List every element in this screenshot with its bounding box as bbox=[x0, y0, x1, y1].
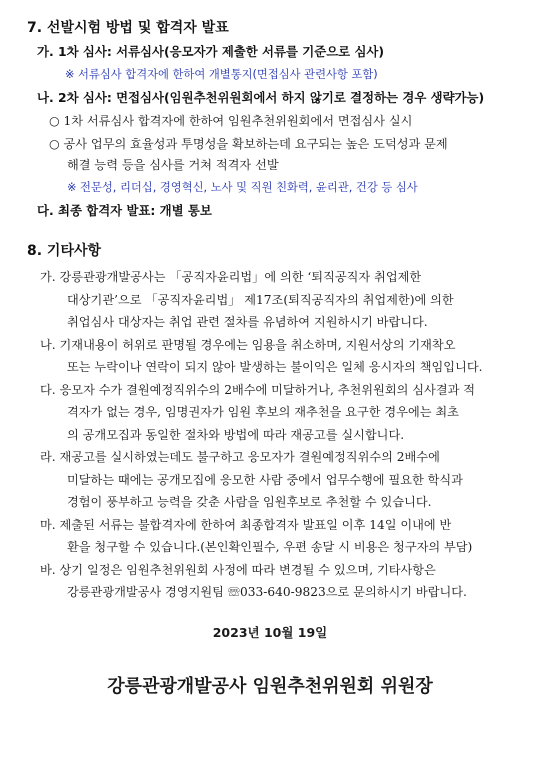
section-8-item-c-line-3: 의 공개모집과 동일한 절차와 방법에 따라 재공고를 실시합니다. bbox=[67, 428, 405, 442]
section-8-title: 8. 기타사항 bbox=[27, 243, 102, 259]
section-8-item-e-line-1: 마. 제출된 서류는 불합격자에 한하여 최종합격자 발표일 이후 14일 이내에 반 bbox=[40, 518, 452, 532]
section-8-item-f-line-1: 바. 상기 일정은 임원추천위원회 사정에 따라 변경될 수 있으며, 기타사항은 bbox=[40, 563, 436, 577]
section-8-item-a-line-3: 취업심사 대상자는 취업 관련 절차를 유념하여 지원하시기 바랍니다. bbox=[67, 315, 428, 329]
section-7b-note: ※ 전문성, 리더십, 경영혁신, 노사 및 직원 친화력, 윤리관, 건강 등 심사 bbox=[67, 181, 418, 194]
section-7b-item-2-line-1: ○ 공사 업무의 효율성과 투명성을 확보하는데 요구되는 높은 도덕성과 문제 bbox=[49, 137, 448, 151]
section-8-item-d-line-3: 경험이 풍부하고 능력을 갖춘 사람을 임원후보로 추천할 수 있습니다. bbox=[67, 495, 432, 509]
section-8-item-c-line-1: 다. 응모자 수가 결원예정직위수의 2배수에 미달하거나, 추천위원회의 심사결과 적 bbox=[40, 383, 476, 397]
section-8-item-b-line-1: 나. 기재내용이 허위로 판명될 경우에는 임용을 취소하며, 지원서상의 기재착오 bbox=[40, 338, 456, 352]
section-7a-title: 가. 1차 심사: 서류심사(응모자가 제출한 서류를 기준으로 심사) bbox=[37, 44, 385, 59]
section-7b-title: 나. 2차 심사: 면접심사(임원추천위원회에서 하지 않기로 결정하는 경우 생략가능) bbox=[37, 90, 485, 105]
section-8-item-e-line-2: 환을 청구할 수 있습니다.(본인확인필수, 우편 송달 시 비용은 청구자의 부담) bbox=[67, 540, 473, 554]
section-7b-item-2-line-2: 해결 능력 등을 심사를 거쳐 적격자 선발 bbox=[67, 158, 279, 172]
section-8-item-c-line-2: 격자가 없는 경우, 임명권자가 임원 후보의 재추천을 요구한 경우에는 최초 bbox=[67, 405, 459, 419]
section-7-title: 7. 선발시험 방법 및 합격자 발표 bbox=[27, 20, 229, 36]
signature-line: 강릉관광개발공사 임원추천위원회 위원장 bbox=[107, 676, 433, 697]
section-8-item-a-line-2: 대상기관’으로 「공직자윤리법」 제17조(퇴직공직자의 취업제한)에 의한 bbox=[67, 293, 454, 307]
section-8-item-b-line-2: 또는 누락이나 연락이 되지 않아 발생하는 불이익은 일체 응시자의 책임입니다. bbox=[67, 360, 483, 374]
section-8-item-a-line-1: 가. 강릉관광개발공사는 「공직자윤리법」에 의한 ‘퇴직공직자 취업제한 bbox=[40, 270, 422, 284]
section-8-item-d-line-2: 미달하는 때에는 공개모집에 응모한 사람 중에서 업무수행에 필요한 학식과 bbox=[67, 473, 463, 487]
section-8-item-f-line-2: 강릉관광개발공사 경영지원팀 ☏033-640-9823으로 문의하시기 바랍니다. bbox=[67, 585, 467, 599]
announcement-date: 2023년 10월 19일 bbox=[212, 625, 328, 640]
section-7a-note: ※ 서류심사 합격자에 한하여 개별통지(면접심사 관련사항 포함) bbox=[65, 68, 378, 81]
section-7c-title: 다. 최종 합격자 발표: 개별 통보 bbox=[37, 203, 212, 218]
section-8-item-d-line-1: 라. 재공고를 실시하였는데도 불구하고 응모자가 결원예정직위수의 2배수에 bbox=[40, 450, 440, 464]
section-7b-item-1: ○ 1차 서류심사 합격자에 한하여 임원추천위원회에서 면접심사 실시 bbox=[49, 114, 413, 128]
